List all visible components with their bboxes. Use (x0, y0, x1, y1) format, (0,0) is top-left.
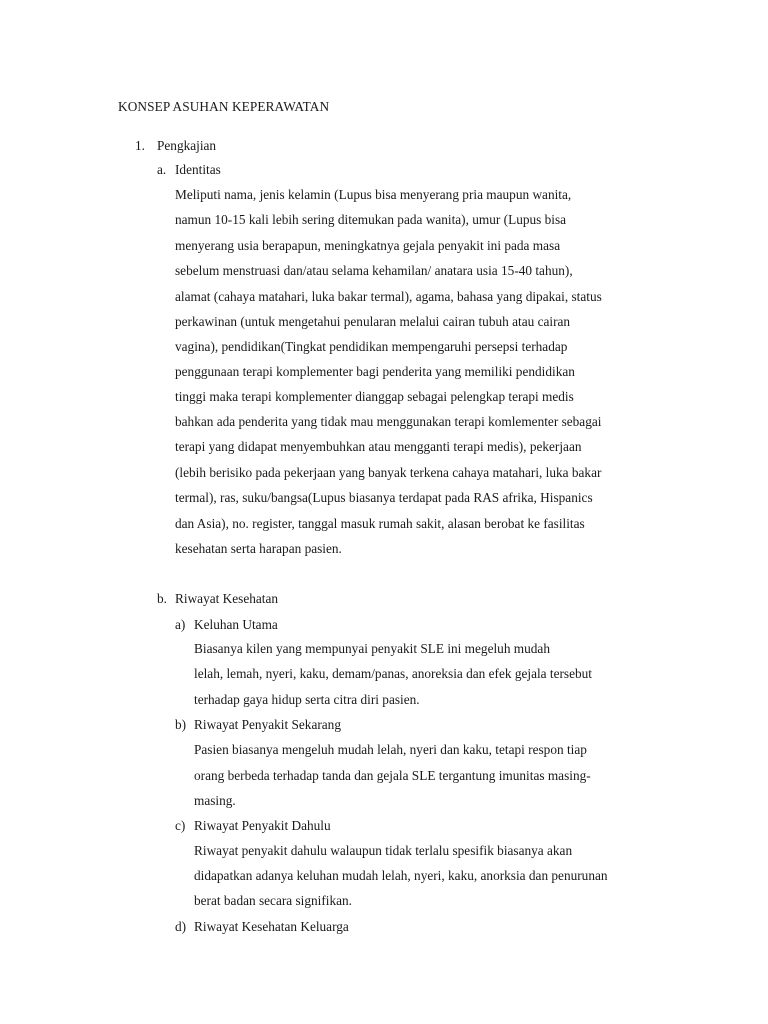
item-letter-b: b) (175, 717, 187, 732)
paragraph-line: masing. (194, 793, 236, 808)
item-heading-riwayat-kesehatan-keluarga: Riwayat Kesehatan Keluarga (194, 919, 349, 934)
page-title: KONSEP ASUHAN KEPERAWATAN (118, 99, 330, 114)
paragraph-line: tinggi maka terapi komplementer dianggap sebagai pelengkap terapi medis (175, 389, 574, 404)
paragraph-line: alamat (cahaya matahari, luka bakar termal), agama, bahasa yang dipakai, status (175, 289, 602, 304)
paragraph-line: menyerang usia berapapun, meningkatnya gejala penyakit ini pada masa (175, 238, 561, 253)
item-heading-keluhan-utama: Keluhan Utama (194, 617, 278, 632)
paragraph-line: vagina), pendidikan(Tingkat pendidikan mempengaruhi persepsi terhadap (175, 339, 568, 354)
paragraph-line: terapi yang didapat menyembuhkan atau mengganti terapi medis), pekerjaan (175, 439, 582, 454)
paragraph-line: bahkan ada penderita yang tidak mau menggunakan terapi komlementer sebagai (175, 414, 602, 429)
item-letter-c: c) (175, 818, 186, 833)
item-heading-riwayat-penyakit-sekarang: Riwayat Penyakit Sekarang (194, 717, 341, 732)
paragraph-line: Riwayat penyakit dahulu walaupun tidak terlalu spesifik biasanya akan (194, 843, 573, 858)
paragraph-line: didapatkan adanya keluhan mudah lelah, nyeri, kaku, anorksia dan penurunan (194, 868, 608, 883)
paragraph-line: berat badan secara signifikan. (194, 893, 353, 908)
paragraph-line: termal), ras, suku/bangsa(Lupus biasanya terdapat pada RAS afrika, Hispanics (175, 490, 593, 505)
paragraph-line: Biasanya kilen yang mempunyai penyakit SLE ini megeluh mudah (194, 641, 550, 656)
item-heading-riwayat-penyakit-dahulu: Riwayat Penyakit Dahulu (194, 818, 331, 833)
section-number: 1. (135, 138, 145, 153)
paragraph-line: perkawinan (untuk mengetahui penularan melalui cairan tubuh atau cairan (175, 314, 571, 329)
item-letter-a: a) (175, 617, 186, 632)
paragraph-line: sebelum menstruasi dan/atau selama kehamilan/ anatara usia 15-40 tahun), (175, 263, 573, 278)
section-heading-pengkajian: Pengkajian (157, 138, 217, 153)
paragraph-line: penggunaan terapi komplementer bagi penderita yang memiliki pendidikan (175, 364, 575, 379)
paragraph-line: lelah, lemah, nyeri, kaku, demam/panas, anoreksia dan efek gejala tersebut (194, 666, 593, 681)
paragraph-line: namun 10-15 kali lebih sering ditemukan pada wanita), umur (Lupus bisa (175, 212, 567, 227)
subsection-heading-riwayat-kesehatan: Riwayat Kesehatan (175, 591, 279, 606)
subsection-letter-a: a. (157, 162, 167, 177)
item-letter-d: d) (175, 919, 187, 934)
paragraph-line: (lebih berisiko pada pekerjaan yang banyak terkena cahaya matahari, luka bakar (175, 465, 602, 480)
paragraph-line: kesehatan serta harapan pasien. (175, 541, 342, 556)
subsection-letter-b: b. (157, 591, 167, 606)
subsection-heading-identitas: Identitas (175, 162, 221, 177)
paragraph-line: Pasien biasanya mengeluh mudah lelah, nyeri dan kaku, tetapi respon tiap (194, 742, 587, 757)
paragraph-line: orang berbeda terhadap tanda dan gejala SLE tergantung imunitas masing- (194, 768, 591, 783)
paragraph-line: Meliputi nama, jenis kelamin (Lupus bisa menyerang pria maupun wanita, (175, 187, 572, 202)
paragraph-line: terhadap gaya hidup serta citra diri pasien. (194, 692, 420, 707)
paragraph-line: dan Asia), no. register, tanggal masuk rumah sakit, alasan berobat ke fasilitas (175, 516, 585, 531)
